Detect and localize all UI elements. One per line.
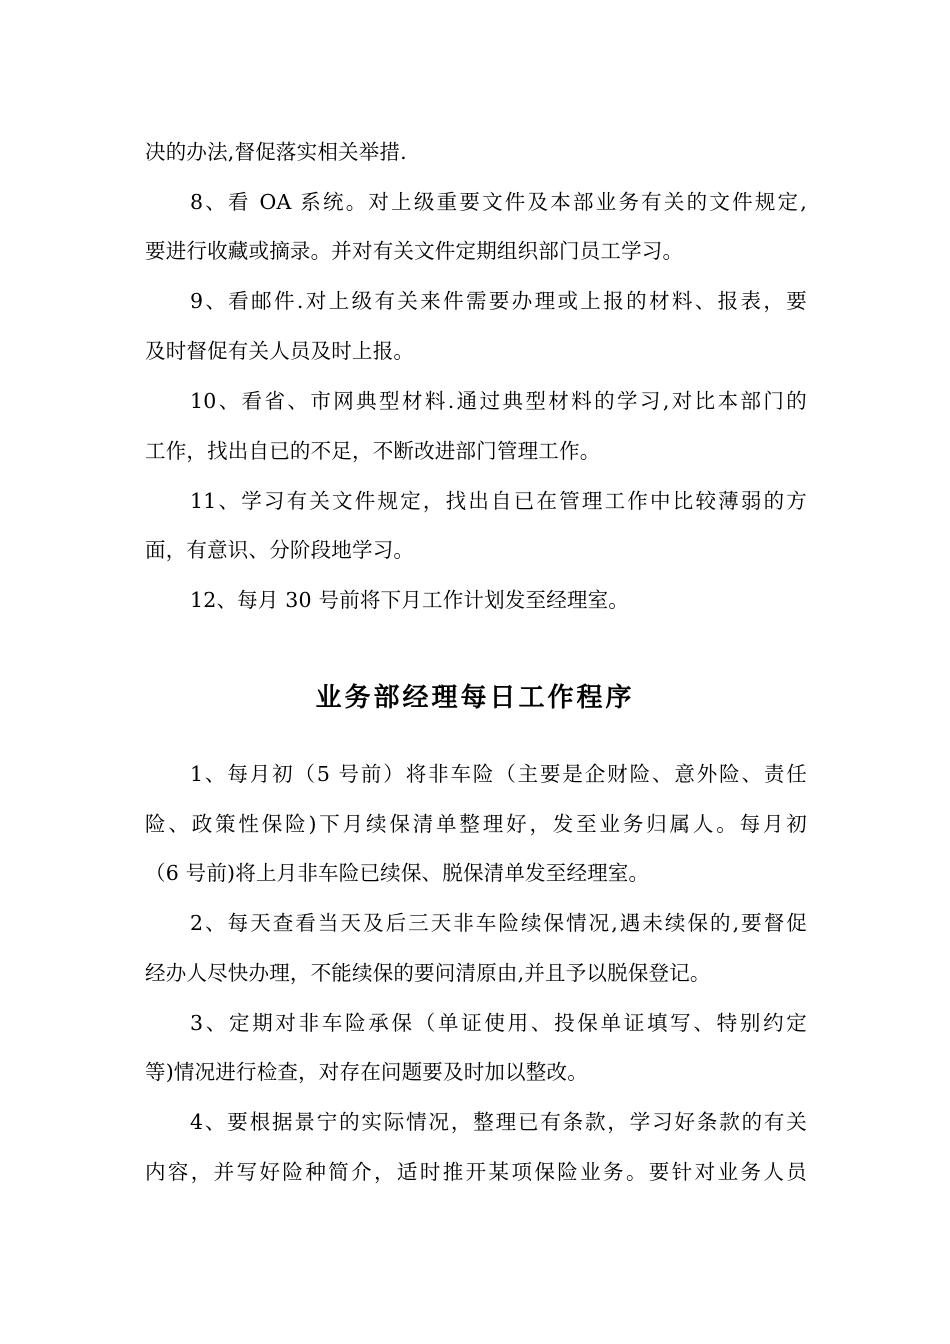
paragraph-line: 10、看省、市网典型材料.通过典型材料的学习,对比本部门的 (190, 389, 807, 413)
paragraph-line: 4、要根据景宁的实际情况，整理已有条款，学习好条款的有关 (190, 1110, 807, 1134)
paragraph-line: 9、看邮件.对上级有关来件需要办理或上报的材料、报表，要 (190, 289, 807, 313)
paragraph-line: （6 号前)将上月非车险已续保、脱保清单发至经理室。 (145, 861, 650, 885)
paragraph-line: 12、每月 30 号前将下月工作计划发至经理室。 (190, 588, 630, 612)
paragraph-line: 3、定期对非车险承保（单证使用、投保单证填写、特别约定 (190, 1011, 807, 1035)
paragraph-line: 面，有意识、分阶段地学习。 (145, 538, 415, 562)
paragraph-line: 要进行收藏或摘录。并对有关文件定期组织部门员工学习。 (145, 239, 684, 263)
paragraph-line: 工作，找出自已的不足，不断改进部门管理工作。 (145, 439, 601, 463)
paragraph-line: 2、每天查看当天及后三天非车险续保情况,遇未续保的,要督促 (190, 911, 807, 935)
paragraph-line: 及时督促有关人员及时上报。 (145, 339, 415, 363)
paragraph-line: 决的办法,督促落实相关举措. (145, 140, 407, 164)
section-heading: 业务部经理每日工作程序 (315, 683, 635, 713)
paragraph-line: 等)情况进行检查，对存在问题要及时加以整改。 (145, 1060, 588, 1084)
paragraph-line: 内容，并写好险种简介，适时推开某项保险业务。要针对业务人员 (145, 1160, 807, 1184)
paragraph-line: 8、看 OA 系统。对上级重要文件及本部业务有关的文件规定, (190, 190, 807, 214)
paragraph-line: 11、学习有关文件规定，找出自已在管理工作中比较薄弱的方 (190, 489, 807, 513)
paragraph-line: 险、政策性保险)下月续保清单整理好，发至业务归属人。每月初 (145, 812, 807, 836)
paragraph-line: 经办人尽快办理，不能续保的要问清原由,并且予以脱保登记。 (145, 961, 711, 985)
paragraph-line: 1、每月初（5 号前）将非车险（主要是企财险、意外险、责任 (190, 762, 807, 786)
